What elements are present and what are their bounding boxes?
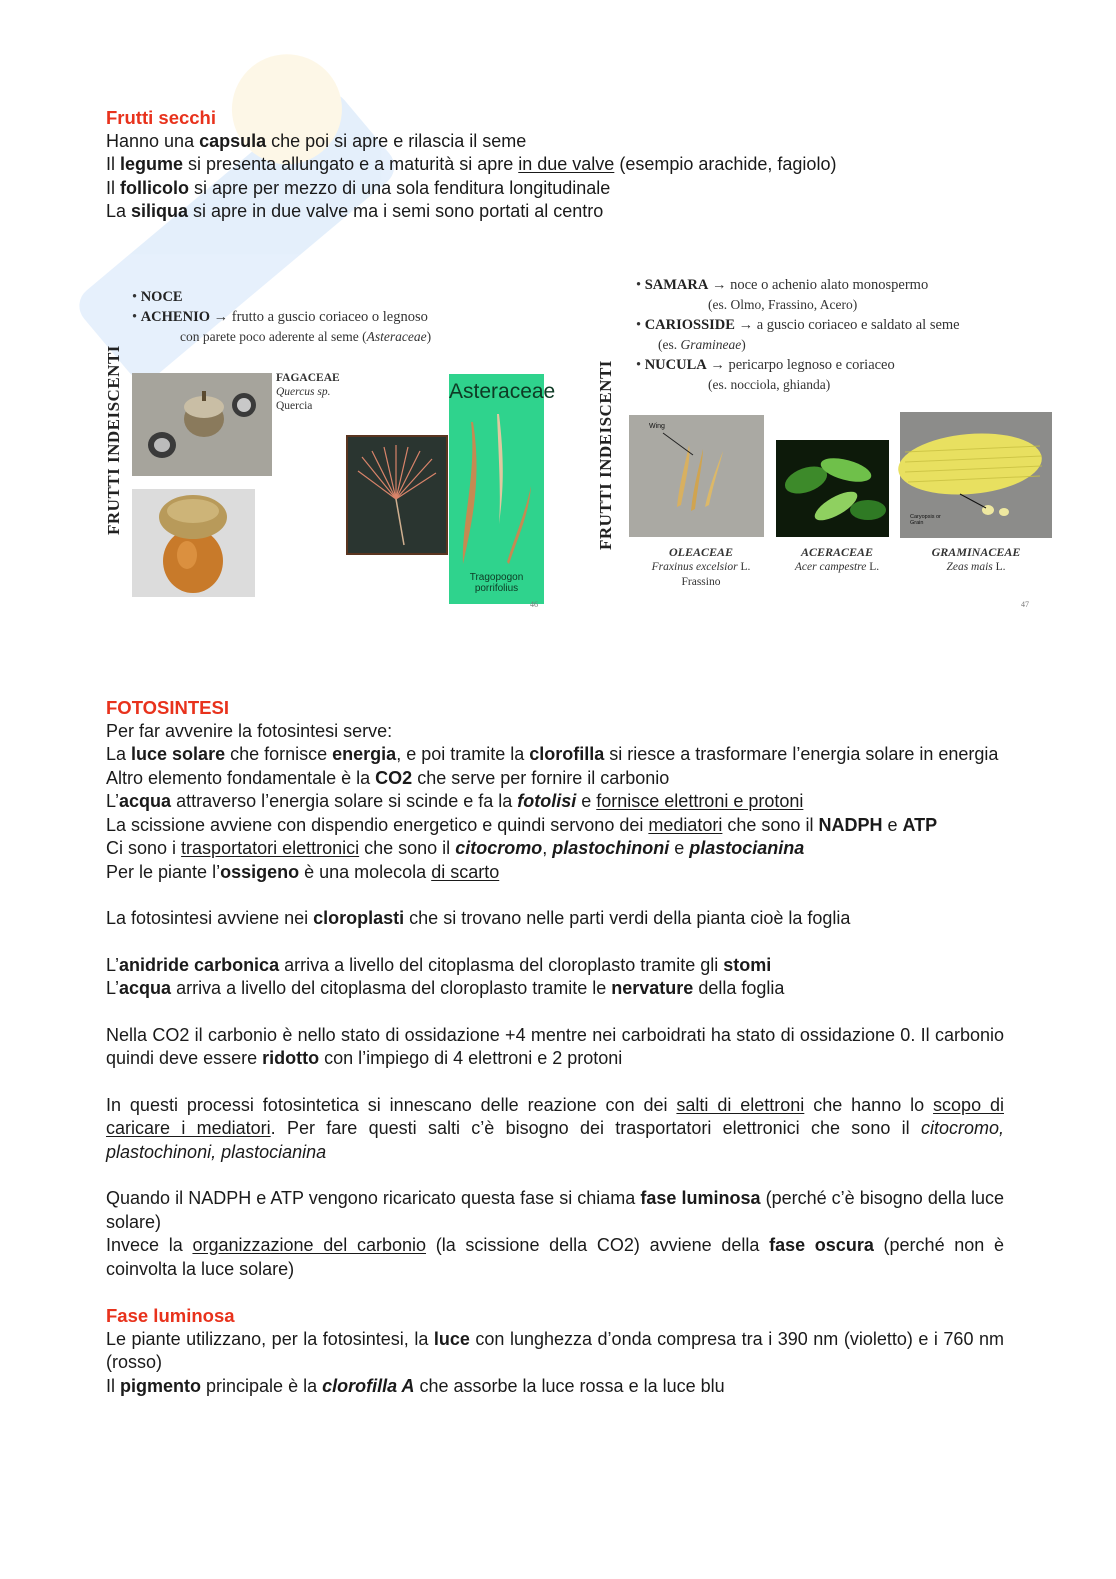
slide-left-bullets: • NOCE • ACHENIO → frutto a guscio coriaceo o legnoso con parete poco aderente al seme (Asteraceae) <box>132 289 432 344</box>
asteraceae-photo <box>449 374 556 604</box>
paragraph: La luce solare che fornisce energia, e poi tramite la clorofilla si riesce a trasformare l’energia solare in energia <box>106 744 999 764</box>
corn-cob-photo <box>900 412 1052 538</box>
section-title-fase-luminosa: Fase luminosa <box>106 1305 235 1326</box>
paragraph: Le piante utilizzano, per la fotosintesi, la luce con lunghezza d’onda compresa tra i 390 nm (violetto) e i 760 nm (rosso) <box>106 1328 1004 1372</box>
section-title-fotosintesi: FOTOSINTESI <box>106 697 230 718</box>
wing-label: Wing <box>649 423 665 430</box>
frutti-secchi-section <box>106 106 1004 224</box>
paragraph: Ci sono i trasportatori elettronici che sono il citocromo, plastochinoni e plastocianina <box>106 838 805 858</box>
fraxinus-samara-photo <box>629 415 764 537</box>
acer-samara-photo <box>776 440 889 537</box>
slide-right-vertical-label: FRUTTI INDEISCENTI <box>596 360 615 550</box>
slide-page-number: 47 <box>1021 600 1029 609</box>
paragraph: L’anidride carbonica arriva a livello del citoplasma del cloroplasto tramite gli stomi <box>106 954 772 975</box>
paragraph: Il follicolo si apre per mezzo di una sola fenditura longitudinale <box>106 177 611 198</box>
slide-page-number: 46 <box>530 600 538 609</box>
fagaceae-caption: FAGACEAE Quercus sp. Quercia <box>276 372 340 412</box>
paragraph: L’acqua arriva a livello del citoplasma del cloroplasto tramite le nervature della foglia <box>106 978 785 998</box>
section-title-frutti-secchi: Frutti secchi <box>106 107 216 128</box>
paragraph: Hanno una capsula che poi si apre e rilascia il seme <box>106 130 527 151</box>
paragraph: In questi processi fotosintetica si innescano delle reazione con dei salti di elettroni che hanno lo scopo di caricare i mediatori. Per fare questi salti c’è bisogno dei trasportatori elettronici che sono il citocromo, plastochinoni, plastocianina <box>106 1094 1004 1162</box>
paragraph: La siliqua si apre in due valve ma i semi sono portati al centro <box>106 201 604 221</box>
fotosintesi-section <box>106 696 1004 1398</box>
paragraph: Il pigmento principale è la clorofilla A che assorbe la luce rossa e la luce blu <box>106 1375 725 1396</box>
paragraph: Altro elemento fondamentale è la CO2 che serve per fornire il carbonio <box>106 767 670 788</box>
acorn-closeup-photo <box>132 489 255 597</box>
paragraph: La scissione avviene con dispendio energetico e quindi servono dei mediatori che sono il NADPH e ATP <box>106 814 938 835</box>
paragraph: Nella CO2 il carbonio è nello stato di ossidazione +4 mentre nei carboidrati ha stato di ossidazione 0. Il carbonio quindi deve essere ridotto con l’impiego di 4 elettroni e 2 protoni <box>106 1024 1004 1068</box>
acorn-photo <box>132 373 272 476</box>
paragraph: Quando il NADPH e ATP vengono ricaricato questa fase si chiama fase luminosa (perché c’è bisogno della luce solare) <box>106 1188 1004 1232</box>
slide-left-vertical-label: FRUTTI INDEISCENTI <box>104 345 123 535</box>
caption-graminaceae: GRAMINACEAE Zeas mais L. <box>931 545 1021 573</box>
paragraph: Il legume si presenta allungato e a maturità si apre in due valve (esempio arachide, fagiolo) <box>106 154 837 174</box>
paragraph: Per le piante l’ossigeno è una molecola di scarto <box>106 861 500 882</box>
caption-aceraceae: ACERACEAE Acer campestre L. <box>794 545 880 573</box>
paragraph: La fotosintesi avviene nei cloroplasti che si trovano nelle parti verdi della pianta cioè la foglia <box>106 908 851 928</box>
paragraph: Invece la organizzazione del carbonio (la scissione della CO2) avviene della fase oscura (perché non è coinvolta la luce solare) <box>106 1235 1005 1279</box>
paragraph: Per far avvenire la fotosintesi serve: <box>106 720 393 741</box>
caryopsis-label: Caryopsis or Grain <box>910 514 941 526</box>
slide-right-bullets: • SAMARA → noce o achenio alato monospermo (es. Olmo, Frassino, Acero) • CARIOSSIDE → a guscio coriaceo e saldato al seme (es. Gramineae) • NUCULA → pericarpo legnoso e coriaceo (es. nocciola, ghianda) <box>636 277 960 392</box>
paragraph: L’acqua attraverso l’energia solare si scinde e fa la fotolisi e fornisce elettroni e protoni <box>106 791 804 811</box>
pappus-photo <box>346 435 448 555</box>
tragopogon-label: Tragopogon porrifolius <box>469 572 524 594</box>
asteraceae-label: Asteraceae <box>449 380 556 403</box>
caption-oleaceae: OLEACEAE Fraxinus excelsior L. Frassino <box>651 545 751 588</box>
